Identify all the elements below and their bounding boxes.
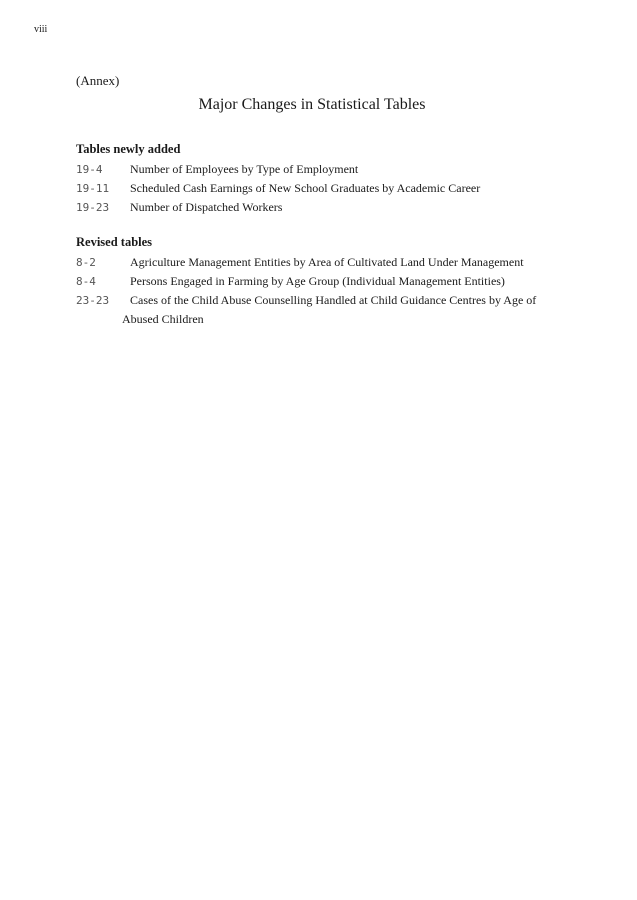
table-title-continuation: Abused Children	[122, 312, 204, 326]
table-entry	[76, 291, 550, 329]
table-title: Scheduled Cash Earnings of New School Graduates by Academic Career	[130, 181, 481, 195]
table-entry	[76, 160, 550, 179]
table-entry	[76, 253, 550, 272]
table-title: Number of Employees by Type of Employment	[130, 162, 359, 176]
table-code: 8-2	[76, 256, 96, 269]
table-code: 8-4	[76, 275, 96, 288]
page-title: Major Changes in Statistical Tables	[198, 96, 426, 113]
table-title: Persons Engaged in Farming by Age Group (Individual Management Entities)	[130, 274, 505, 288]
table-code: 19-11	[76, 182, 110, 195]
table-entry	[76, 198, 550, 217]
table-entry	[76, 272, 550, 291]
table-code: 19-4	[76, 163, 103, 176]
table-title-line: Cases of the Child Abuse Counselling Handled at Child Guidance Centres by Age of	[130, 293, 537, 307]
table-title: Number of Dispatched Workers	[130, 200, 283, 214]
table-code: 19-23	[76, 201, 110, 214]
table-title: Agriculture Management Entities by Area of Cultivated Land Under Management	[130, 255, 524, 269]
table-code: 23-23	[76, 294, 110, 307]
table-entry	[76, 179, 550, 198]
page-number: viii	[34, 24, 48, 35]
section-heading-new: Tables newly added	[76, 142, 181, 156]
annex-label: (Annex)	[76, 73, 120, 88]
table-title	[122, 291, 550, 329]
section-heading-revised: Revised tables	[76, 235, 153, 249]
